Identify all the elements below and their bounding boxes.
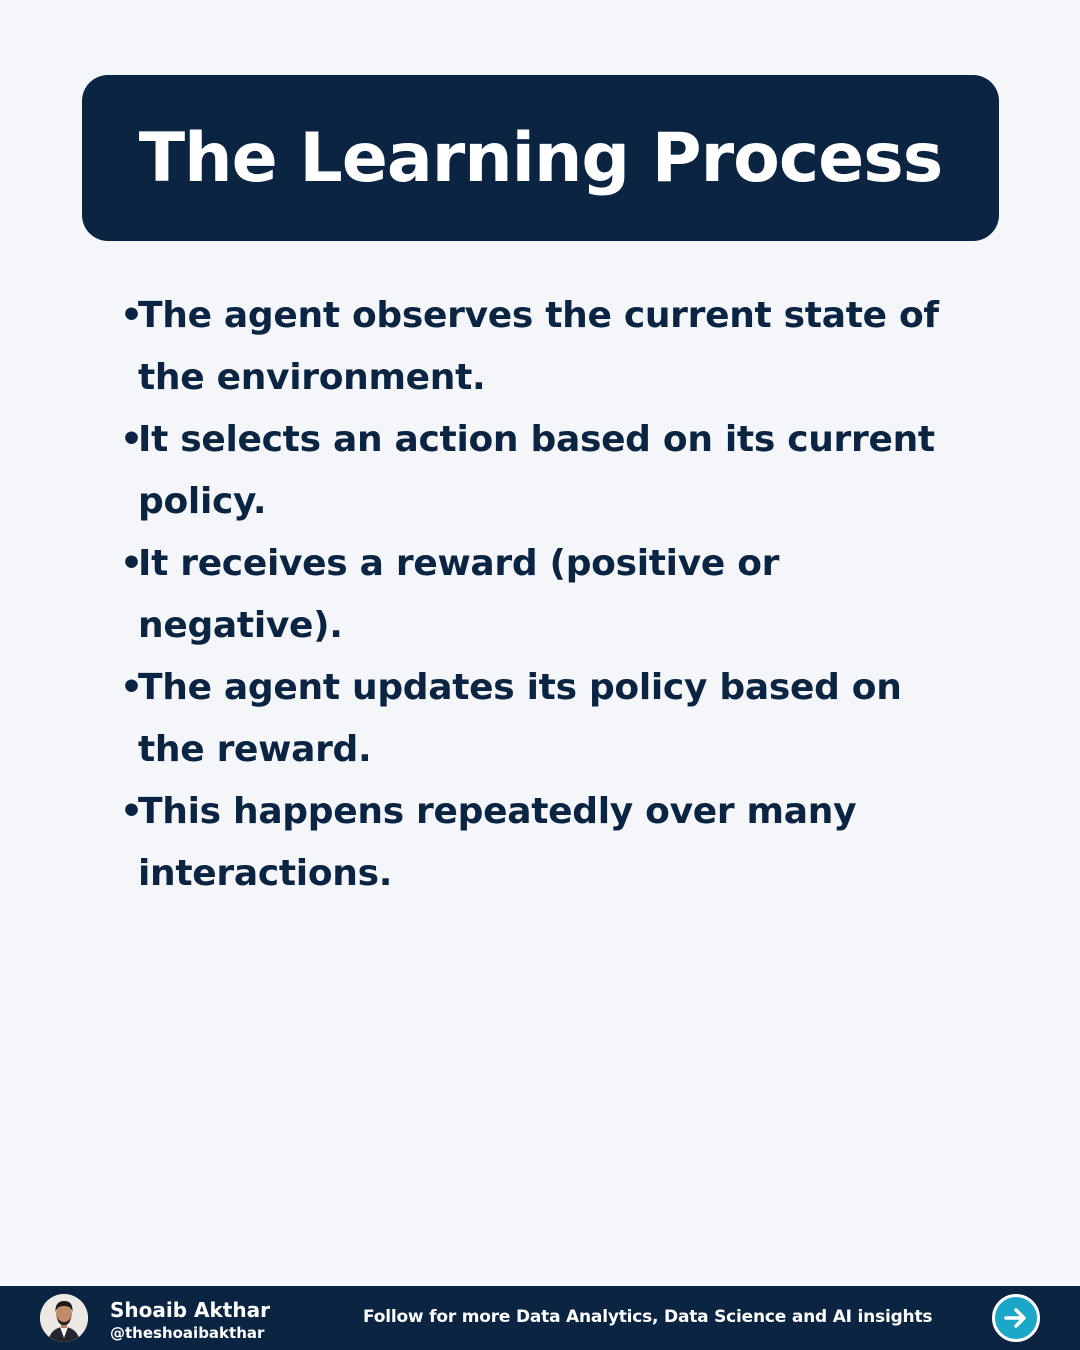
footer-bar: [0, 1286, 1080, 1350]
arrow-right-icon: [1001, 1303, 1031, 1333]
bullet-marker: •: [120, 791, 143, 832]
title-banner: [82, 75, 999, 241]
list-item: [120, 657, 950, 781]
follow-cta-text: Follow for more Data Analytics, Data Science and AI insights: [363, 1307, 933, 1327]
list-item: [120, 285, 950, 409]
bullet-marker: •: [120, 543, 143, 584]
next-button[interactable]: [992, 1294, 1040, 1342]
list-item-text: The agent updates its policy based on the reward.: [138, 667, 902, 770]
bullet-marker: •: [120, 667, 143, 708]
list-item: [120, 409, 950, 533]
list-item-text: It selects an action based on its current policy.: [138, 419, 935, 522]
bullet-marker: •: [120, 295, 143, 336]
list-item-text: It receives a reward (positive or negative).: [138, 543, 780, 646]
bullet-list: [120, 285, 950, 905]
page-title: The Learning Process: [138, 118, 943, 198]
avatar-illustration: [40, 1294, 88, 1342]
list-item: [120, 533, 950, 657]
bullet-marker: •: [120, 419, 143, 460]
author-handle: @theshoaibakthar: [110, 1324, 265, 1342]
author-name: Shoaib Akthar: [110, 1298, 270, 1322]
list-item-text: This happens repeatedly over many interactions.: [138, 791, 857, 894]
list-item: [120, 781, 950, 905]
person-avatar-icon: [40, 1294, 88, 1342]
list-item-text: The agent observes the current state of the environment.: [138, 295, 939, 398]
